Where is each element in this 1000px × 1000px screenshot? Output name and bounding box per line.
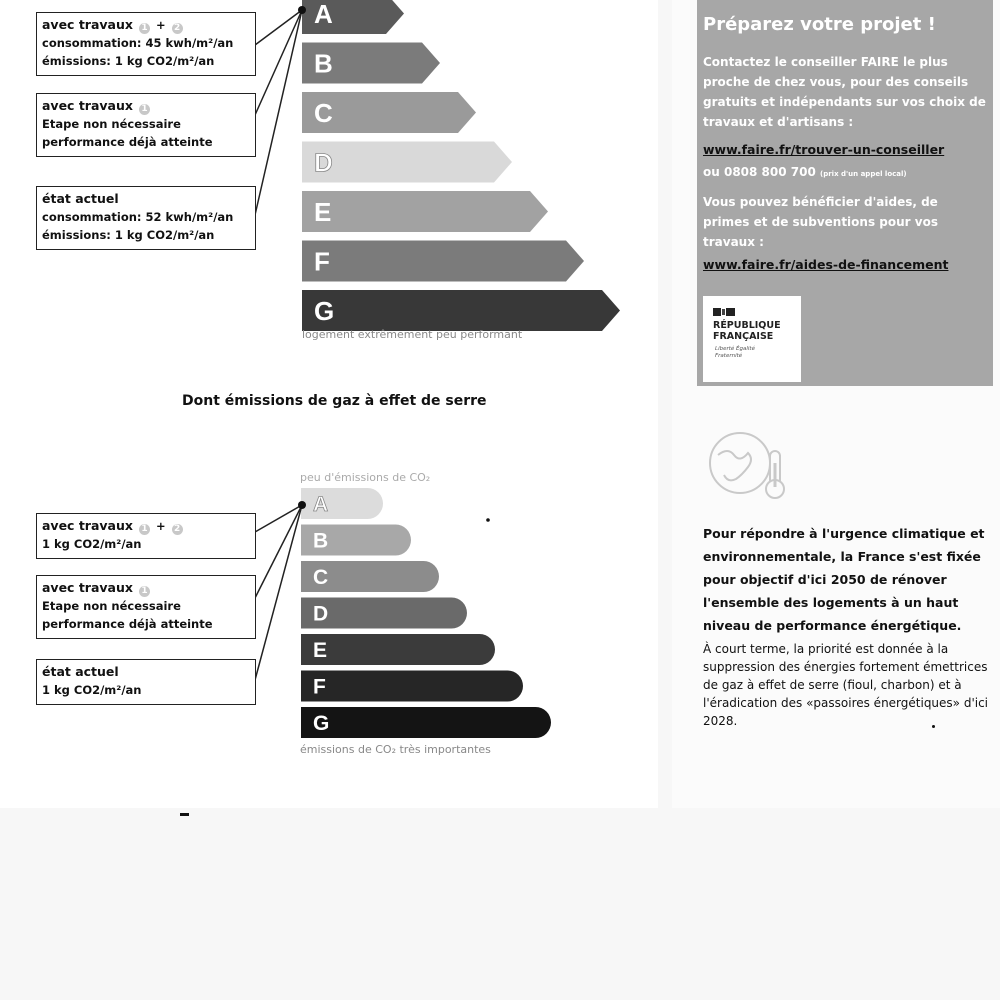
faire-contact-text: Contactez le conseiller FAIRE le plus proche de chez vous, pour des conseils gratuits et indépendants sur vos choix de travaux et d'artisans : — [703, 55, 986, 129]
connector-line — [255, 10, 302, 215]
class-bar-g — [301, 707, 551, 738]
current-marker — [298, 6, 306, 14]
energy-bottom-caption: logement extrêmement peu performant — [302, 328, 523, 341]
ghg-box-renovation-step1 — [36, 575, 256, 639]
box-emissions: émissions: 1 kg CO2/m²/an — [42, 228, 215, 242]
class-letter-g: G — [313, 712, 330, 736]
connector-line — [255, 10, 302, 115]
box-title: avec travaux — [42, 17, 133, 32]
logo-motto: Liberté Égalité Fraternité — [715, 346, 755, 359]
logo-text — [713, 320, 781, 342]
class-letter-a: A — [314, 0, 333, 29]
ghg-top-caption: peu d'émissions de CO₂ — [300, 471, 431, 484]
class-letter-a: A — [313, 493, 329, 517]
box-title: état actuel — [42, 664, 119, 679]
step-1-icon: 1 — [139, 104, 150, 115]
faire-financing-link[interactable]: www.faire.fr/aides-de-financement — [703, 257, 949, 272]
speck — [932, 725, 935, 728]
speck — [486, 518, 490, 522]
phone-note: (prix d'un appel local) — [820, 170, 907, 178]
class-bar-f — [301, 671, 523, 702]
box-line: Etape non nécessaire — [42, 117, 181, 131]
plus-sign: + — [155, 519, 166, 533]
ghg-bottom-caption: émissions de CO₂ très importantes — [300, 743, 491, 756]
faire-aid-text: Vous pouvez bénéficier d'aides, de primes et de subventions pour vos travaux : — [703, 195, 938, 249]
box-title: avec travaux — [42, 580, 133, 595]
class-letter-d: D — [314, 147, 333, 178]
box-consumption: consommation: 52 kwh/m²/an — [42, 210, 234, 224]
class-letter-e: E — [314, 196, 332, 227]
energy-box-renovation-full — [36, 12, 256, 76]
step-1-icon: 1 — [139, 524, 150, 535]
logo-line2: FRANÇAISE — [713, 331, 774, 342]
class-bar-g — [302, 290, 620, 331]
box-title: avec travaux — [42, 98, 133, 113]
class-letter-d: D — [313, 602, 329, 626]
box-title: avec travaux — [42, 518, 133, 533]
current-marker — [298, 501, 306, 509]
box-line: Etape non nécessaire — [42, 599, 181, 613]
step-1-icon: 1 — [139, 586, 150, 597]
ghg-box-renovation-full — [36, 513, 256, 559]
box-line: performance déjà atteinte — [42, 617, 213, 631]
faire-title: Préparez votre projet ! — [703, 14, 936, 35]
ghg-section-title: Dont émissions de gaz à effet de serre — [182, 393, 487, 409]
class-letter-g: G — [314, 295, 335, 326]
class-letter-b: B — [313, 529, 329, 553]
marianne-icon — [713, 308, 735, 316]
connector-line — [255, 505, 302, 680]
class-bar-e — [301, 634, 495, 665]
class-letter-c: C — [314, 97, 333, 128]
faire-phone — [703, 162, 907, 184]
class-bar-d — [302, 142, 512, 183]
class-letter-b: B — [314, 48, 333, 79]
box-emissions: 1 kg CO2/m²/an — [42, 683, 142, 697]
box-consumption: consommation: 45 kwh/m²/an — [42, 36, 234, 50]
class-bar-f — [302, 241, 584, 282]
class-letter-c: C — [313, 566, 329, 590]
speck — [180, 813, 189, 816]
climate-headline: Pour répondre à l'urgence climatique et environnementale, la France s'est fixée pour objectif d'ici 2050 de rénover l'ensemble des logements à un haut niveau de performance énergétique. — [703, 526, 985, 633]
ghg-box-current — [36, 659, 256, 705]
class-bar-e — [302, 191, 548, 232]
energy-box-current — [36, 186, 256, 250]
logo-line1: RÉPUBLIQUE — [713, 320, 781, 331]
box-emissions: émissions: 1 kg CO2/m²/an — [42, 54, 215, 68]
class-letter-f: F — [313, 675, 326, 699]
class-letter-f: F — [314, 246, 330, 277]
step-1-icon: 1 — [139, 23, 150, 34]
box-title: état actuel — [42, 191, 119, 206]
box-line: performance déjà atteinte — [42, 135, 213, 149]
step-2-icon: 2 — [172, 23, 183, 34]
earth-thermometer-icon — [706, 425, 790, 505]
energy-box-renovation-step1 — [36, 93, 256, 157]
republique-francaise-logo — [703, 296, 801, 382]
phone-number: ou 0808 800 700 — [703, 165, 816, 179]
class-letter-e: E — [313, 639, 328, 663]
climate-body: À court terme, la priorité est donnée à la suppression des énergies fortement émettrices de gaz à effet de serre (fioul, charbon) et à l'éradication des «passoires énergétiques» d'ici 2028. — [703, 642, 989, 728]
step-2-icon: 2 — [172, 524, 183, 535]
box-emissions: 1 kg CO2/m²/an — [42, 537, 142, 551]
faire-advisor-link[interactable]: www.faire.fr/trouver-un-conseiller — [703, 142, 945, 157]
plus-sign: + — [155, 18, 166, 32]
